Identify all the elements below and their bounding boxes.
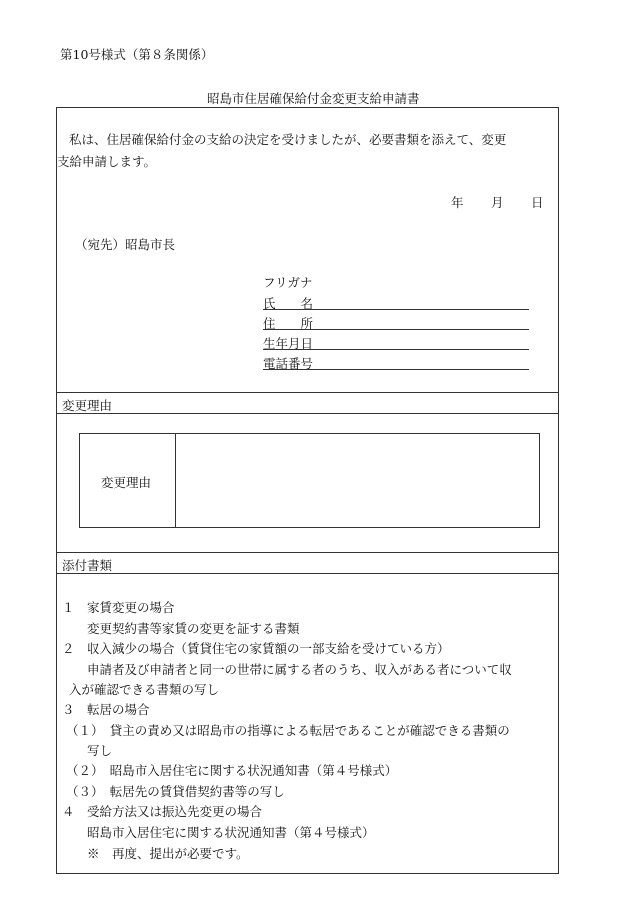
divider — [57, 552, 558, 553]
addressee: （宛先）昭島市長 — [75, 237, 176, 252]
attachment-line: 写し — [87, 743, 113, 758]
phone-field[interactable] — [263, 369, 529, 370]
attachment-line: 昭島市入居住宅に関する状況通知書（第４号様式） — [87, 825, 375, 840]
attachment-line: （２） 昭島市入居住宅に関する状況通知書（第４号様式） — [66, 763, 398, 778]
phone-label: 電話番号 — [263, 356, 314, 371]
furigana-label: フリガナ — [263, 275, 313, 290]
form-title: 昭島市住居確保給付金変更支給申請書 — [207, 91, 420, 106]
divider — [57, 573, 558, 574]
name-label: 氏 名 — [263, 296, 314, 311]
attachment-line: （１） 貸主の責め又は昭島市の指導による転居であることが確認できる書類の — [66, 723, 510, 738]
birthdate-field[interactable] — [263, 349, 529, 350]
divider — [57, 392, 558, 393]
change-reason-box — [79, 433, 540, 528]
attachment-line: （３） 転居先の賃貸借契約書等の写し — [66, 784, 285, 799]
change-reason-field[interactable] — [176, 434, 540, 527]
date-year: 年 — [451, 195, 464, 210]
attachment-line: １ 家賃変更の場合 — [62, 600, 175, 615]
form-number: 第10号様式（第８条関係） — [60, 47, 214, 62]
change-reason-box-label: 変更理由 — [101, 475, 152, 490]
attachment-line: ２ 収入減少の場合（賃貸住宅の家賃額の一部支給を受けている方） — [62, 641, 450, 656]
change-reason-section-title: 変更理由 — [62, 398, 113, 413]
application-form — [56, 107, 559, 874]
address-label: 住 所 — [263, 316, 314, 331]
attachment-line: ４ 受給方法又は振込先変更の場合 — [62, 804, 263, 819]
divider — [57, 413, 558, 414]
attachment-line: 変更契約書等家賃の変更を証する書類 — [87, 621, 300, 636]
attachment-line: 入が確認できる書類の写し — [69, 682, 220, 697]
declaration-line-1: 私は、住居確保給付金の支給の決定を受けましたが、必要書類を添えて、変更 — [69, 132, 507, 147]
declaration-line-2: 支給申請します。 — [57, 154, 157, 169]
attachment-line: ３ 転居の場合 — [62, 702, 150, 717]
attachment-line: ※ 再度、提出が必要です。 — [87, 846, 249, 861]
date-month: 月 — [491, 195, 504, 210]
address-field[interactable] — [263, 329, 529, 330]
name-field[interactable] — [263, 309, 529, 310]
birthdate-label: 生年月日 — [263, 336, 314, 351]
attachment-line: 申請者及び申請者と同一の世帯に属する者のうち、収入がある者について収 — [87, 662, 512, 677]
attachments-section-title: 添付書類 — [62, 558, 113, 573]
date-day: 日 — [531, 195, 544, 210]
